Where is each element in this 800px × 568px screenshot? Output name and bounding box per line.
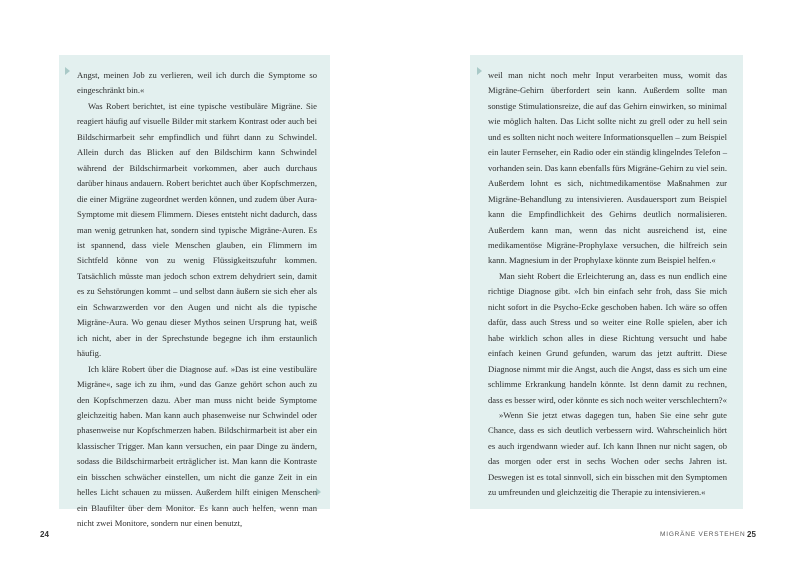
page-number-right: 25 — [747, 530, 756, 539]
right-body-text — [488, 68, 727, 501]
triangle-marker-icon — [65, 67, 70, 75]
paragraph: Man sieht Robert die Erleichterung an, dass es nun endlich eine richtige Diagnose gibt. »Ich bin einfach sehr froh, dass Sie mich nicht sofort in die Psycho-Ecke geschoben haben. Ich wäre so offen dafür, dass auch Stress und so weiter eine Rolle spielen, aber ich habe wirklich schon alles in diese Richtung versucht und habe einfach keinen Grund gefunden, warum das jetzt auftritt. Diese Diagnose nimmt mir die Angst, auch die Angst, dass es sich um eine schlimme Erkrankung handeln könnte. Ist denn damit zu rechnen, dass es besser wird, oder könnte es sich noch weiter verschlechtern?« — [488, 270, 727, 405]
paragraph: Was Robert berichtet, ist eine typische vestibuläre Migräne. Sie reagiert häufig auf visuelle Bilder mit starkem Kontrast oder auch bei Bildschirmarbeit sehr empfindlich und führt dann zu Schwindel. Allein durch das Blicken auf den Bildschirm kann Schwindel während der Bildschirmarbeit vorkommen, aber auch durchaus darüber hinaus andauern. Robert berichtet auch über Kopfschmerzen, die einer Migräne zugeordnet werden können, und zudem über Aura-Symptome mit diesem Flimmern. Dieses entsteht nicht dadurch, dass man wenig getrunken hat, sondern sind typische Migräne-Auren. Es ist spannend, dass viele Menschen glauben, ein Flimmern im Sichtfeld könne von zu wenig Flüssigkeitszufuhr kommen. Tatsächlich müsste man jedoch schon extrem dehydriert sein, damit es zu Sehstörungen kommt – und selbst dann äußern sie sich eher als ein Schwarzwerden vor den Augen und nicht als die typische Migräne-Aura. Wo genau dieser Mythos seinen Ursprung hat, weiß ich nicht, aber in der Sprechstunde begegne ich ihm erstaunlich häufig. — [77, 100, 317, 359]
triangle-marker-icon — [477, 67, 482, 75]
running-head: MIGRÄNE VERSTEHEN — [660, 531, 746, 538]
page-number-left: 24 — [40, 530, 49, 539]
paragraph: Ich kläre Robert über die Diagnose auf. »Das ist eine vestibuläre Migräne«, sage ich zu ihm, »und das Ganze gehört schon auch zu den Kopfschmerzen dazu. Aber man muss nicht beide Symptome gleichzeitig haben. Man kann auch phasenweise nur Schwindel oder phasenweise nur Kopfschmerzen haben. Bildschirmarbeit ist aber ein klassischer Trigger. Man kann versuchen, ein paar Dinge zu ändern, sodass die Bildschirmarbeit erträglicher ist. Man kann die Kontraste ein bisschen schwächer einstellen, um nicht die ganze Zeit in ein helles Licht schauen zu müssen. Außerdem hilft einigen Menschen ein Blaufilter über dem Monitor. Es kann auch helfen, wenn man nicht zwei Monitore, sondern nur einen benutzt, — [77, 363, 317, 529]
paragraph: »Wenn Sie jetzt etwas dagegen tun, haben Sie eine sehr gute Chance, dass es sich deutlich verbessern wird. Wahrscheinlich hört es auch irgendwann wieder auf. Ich kann Ihnen nur nicht sagen, ob das morgen oder erst in sechs Wochen oder sechs Jahren ist. Deswegen ist es total sinnvoll, sich ein bisschen mit den Symptomen zu umfreunden und gleichzeitig die Therapie zu intensivieren.« — [488, 409, 727, 498]
paragraph: Angst, meinen Job zu verlieren, weil ich durch die Symptome so eingeschränkt bin.« — [77, 70, 317, 96]
left-body-text — [77, 68, 317, 532]
paragraph: weil man nicht noch mehr Input verarbeiten muss, womit das Migräne-Gehirn überfordert sein kann. Außerdem sollte man sonstige Stimulationsreize, die auf das Gehirn einwirken, so minimal wie möglich halten. Das Licht sollte nicht zu grell oder zu hell sein und es sollten nicht noch weitere Informationsquellen – zum Beispiel ein lauter Fernseher, ein Radio oder ein ständig klingelndes Telefon – vorhanden sein. Das kann ebenfalls fürs Migräne-Gehirn zu viel sein. Außerdem lohnt es sich, nichtmedikamentöse Maßnahmen zur Migräne-Behandlung zu intensivieren. Ausdauersport zum Beispiel kann die Empfindlichkeit des Gehirns deutlich normalisieren. Außerdem kann man, wenn das nicht ausreichend ist, eine medikamentöse Migräne-Prophylaxe versuchen, die hilfreich sein kann. Magnesium in der Prophylaxe könnte zum Beispiel helfen.« — [488, 70, 727, 266]
